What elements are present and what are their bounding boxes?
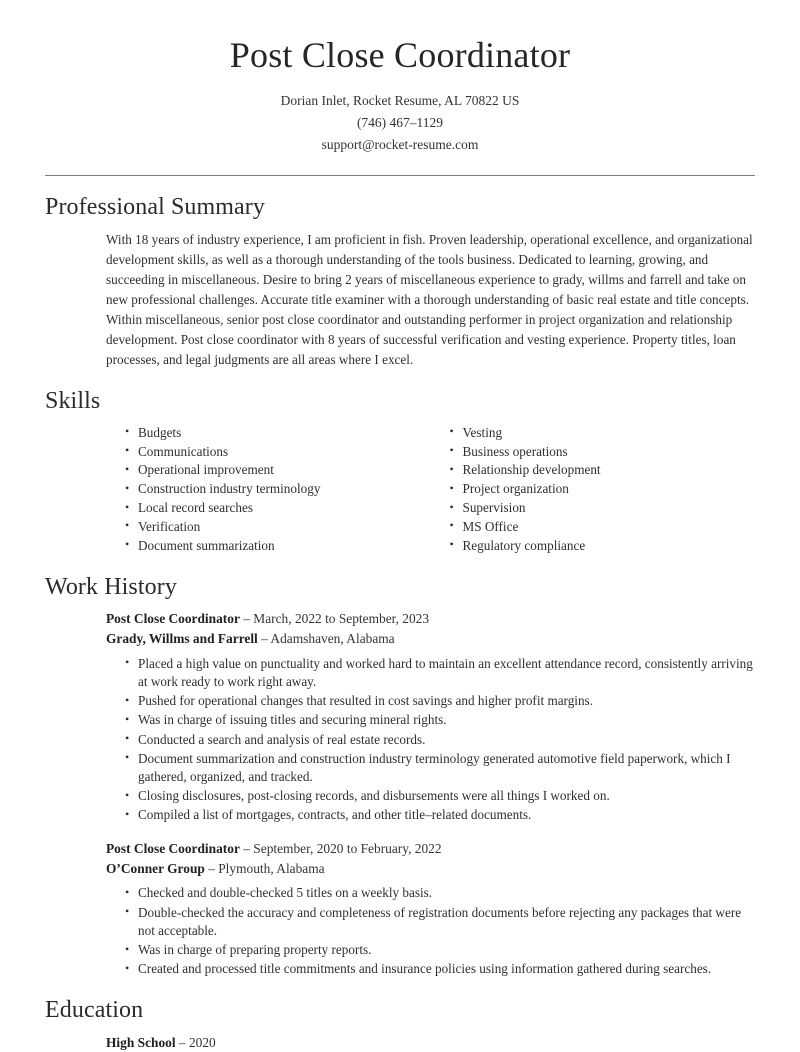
job-location: – Adamshaven, Alabama [257,630,395,646]
list-item: • Construction industry terminology [125,480,431,498]
list-item: • Verification [125,518,431,536]
list-item: • Local record searches [125,499,431,517]
list-item: • Operational improvement [125,461,431,479]
job-dates: – March, 2022 to September, 2023 [239,611,430,627]
list-item: • Budgets [125,424,431,442]
job-company: Grady, Willms and Farrell [106,630,258,646]
list-item: • Double-checked the accuracy and completeness of registration documents before rejecting any packages that were not acceptable. [125,904,755,941]
section-work-history [45,574,755,979]
list-item: • Supervision [450,499,756,517]
list-item: • Checked and double-checked 5 titles on a weekly basis. [125,884,755,903]
list-item: • Compiled a list of mortgages, contracts, and other title–related documents. [125,806,755,825]
job-title-line [106,609,755,629]
header-divider [45,175,755,176]
list-item: • Vesting [450,424,756,442]
list-item: • Project organization [450,480,756,498]
list-item: • Business operations [450,443,756,461]
list-item: • Was in charge of issuing titles and securing mineral rights. [125,711,755,730]
education-entry [45,1033,755,1052]
summary-body [45,230,755,370]
skills-list-right [431,424,756,555]
job-bullet-list [106,655,755,825]
contact-email: support@rocket-resume.com [321,137,479,153]
job-company-line [106,629,755,649]
resume-header [45,0,755,156]
education-year: – 2020 [175,1034,216,1050]
education-line [106,1033,755,1052]
job-company-line [106,859,755,879]
skills-columns [45,424,755,556]
job-title-line [106,839,755,859]
section-title-work-history: Work History [45,573,177,600]
list-item: • Relationship development [450,461,756,479]
list-item: • Communications [125,443,431,461]
list-item: • Regulatory compliance [450,537,756,555]
section-title-summary: Professional Summary [45,194,265,221]
job-title: Post Close Coordinator [106,841,240,857]
job-title: Post Close Coordinator [106,611,240,627]
section-education [45,997,755,1052]
skills-column-left [106,424,431,556]
work-history-entry [45,839,755,979]
list-item: • Closing disclosures, post-closing records, and disbursements were all things I worked on. [125,787,755,806]
skills-list-left [106,424,431,555]
list-item: • Placed a high value on punctuality and worked hard to maintain an excellent attendance record, consistently arriving at work ready to work right away. [125,655,755,692]
job-dates: – September, 2020 to February, 2022 [239,841,442,857]
education-school: High School [106,1034,176,1050]
skills-column-right [431,424,756,556]
section-title-education: Education [45,997,144,1024]
list-item: • Document summarization and construction industry terminology generated automotive field paperwork, which I gathered, organized, and tracked. [125,750,755,787]
list-item: • Pushed for operational changes that resulted in cost savings and higher profit margins. [125,692,755,711]
section-skills [45,388,755,556]
list-item: • Was in charge of preparing property reports. [125,941,755,960]
list-item: • Created and processed title commitments and insurance policies using information gathered during searches. [125,960,755,979]
job-bullet-list [106,884,755,979]
section-professional-summary [45,194,755,370]
job-location: – Plymouth, Alabama [204,860,325,876]
contact-phone: (746) 467–1129 [356,115,444,131]
page-title: Post Close Coordinator [229,35,571,75]
contact-address: Dorian Inlet, Rocket Resume, AL 70822 US [280,93,520,109]
work-history-entry [45,609,755,825]
list-item: • MS Office [450,518,756,536]
job-company: O’Conner Group [106,860,205,876]
summary-paragraph: With 18 years of industry experience, I am proficient in fish. Proven leadership, operational excellence, and organizational development skills, as well as a thorough understanding of the tools business. Dedicated to learning, growing, and succeeding in miscellaneous. Desire to bring 2 years of miscellaneous experience to grady, willms and farrell and take on new professional challenges. Accurate title examiner with a thorough understanding of basic real estate and title concepts. Within miscellaneous, senior post close coordinator and outstanding performer in project organization and relationship development. Post close coordinator with 8 years of successful verification and vesting experience. Property titles, loan processes, and legal judgments are all areas where I excel. [106,231,753,368]
section-title-skills: Skills [45,388,101,415]
list-item: • Document summarization [125,537,431,555]
list-item: • Conducted a search and analysis of real estate records. [125,731,755,750]
